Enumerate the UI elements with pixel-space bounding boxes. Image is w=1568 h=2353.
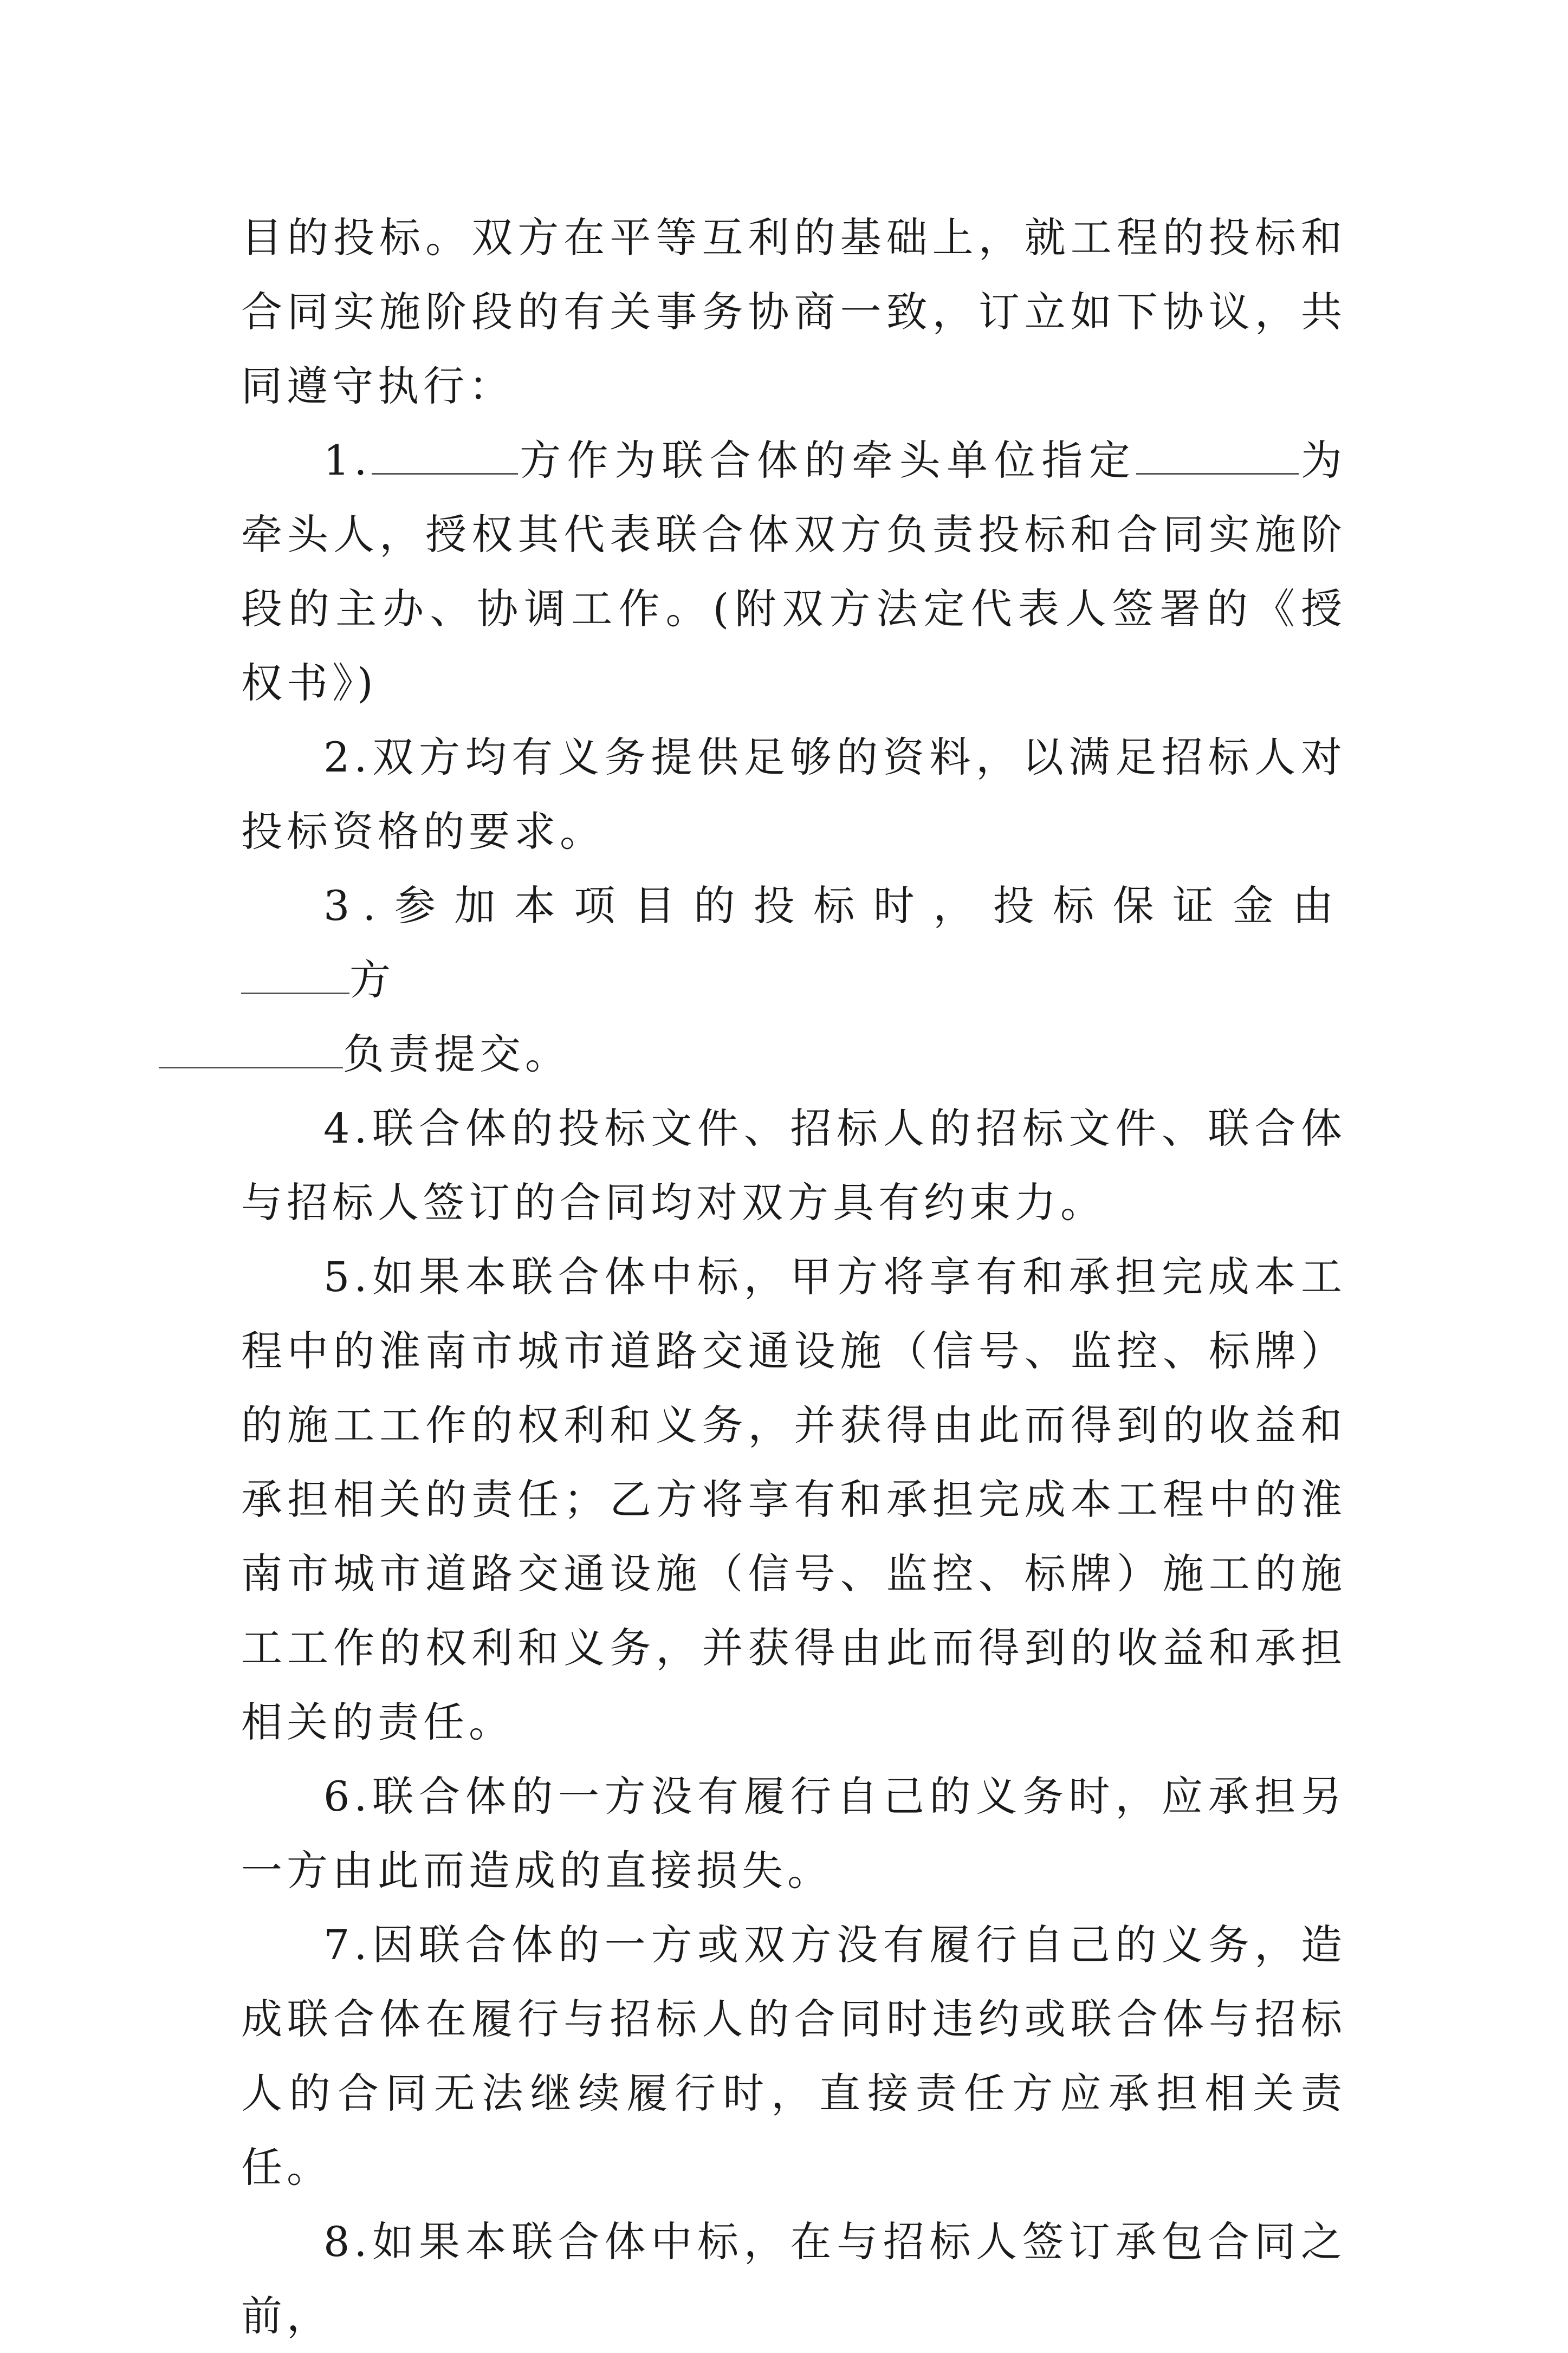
blank-guarantee-party [241, 954, 349, 994]
clause-4: 4.联合体的投标文件、招标人的招标文件、联合体与招标人签订的合同均对双方具有约束力。 [241, 1104, 1346, 1227]
intro-paragraph: 目的投标。双方在平等互利的基础上，就工程的投标和合同实施阶段的有关事务协商一致，订立如下协议，共同遵守执行： [241, 213, 1346, 410]
clause-3 [241, 868, 1346, 1091]
blank-lead-person [1136, 434, 1299, 475]
clause-3-text-a: 3.参加本项目的投标时，投标保证金由 [323, 881, 1346, 930]
clause-1-text-b: 为牵头人，授权其代表联合体双方负责投标和合同实施阶段的主办、协调工作。(附双方法定代表人签署的《授权书》) [241, 436, 1347, 707]
clause-1-number: 1. [323, 436, 372, 484]
clause-1 [241, 423, 1346, 720]
clause-5: 5.如果本联合体中标，甲方将享有和承担完成本工程中的淮南市城市道路交通设施（信号、监控、标牌）的施工工作的权利和义务，并获得由此而得到的收益和承担相关的责任；乙方将享有和承担完成本工程中的淮南市城市道路交通设施（信号、监控、标牌）施工的施工工作的权利和义务，并获得由此而得到的收益和承担相关的责任。 [241, 1253, 1346, 1746]
clause-7: 7.因联合体的一方或双方没有履行自己的义务，造成联合体在履行与招标人的合同时违约或联合体与招标人的合同无法继续履行时，直接责任方应承担相关责任。 [241, 1921, 1346, 2192]
blank-guarantee-person [159, 1028, 343, 1068]
clause-2: 2.双方均有义务提供足够的资料，以满足招标人对投标资格的要求。 [241, 733, 1346, 855]
document-body [241, 200, 1346, 2353]
clause-6: 6.联合体的一方没有履行自己的义务时，应承担另一方由此而造成的直接损失。 [241, 1772, 1346, 1895]
clause-3-text-c: 负责提交。 [343, 1030, 571, 1078]
clause-8: 8.如果本联合体中标，在与招标人签订承包合同之前， [241, 2218, 1346, 2340]
clause-3-text-b: 方 [349, 956, 395, 1004]
blank-lead-party [372, 434, 518, 475]
clause-1-text-a: 方作为联合体的牵头单位指定 [517, 436, 1137, 484]
